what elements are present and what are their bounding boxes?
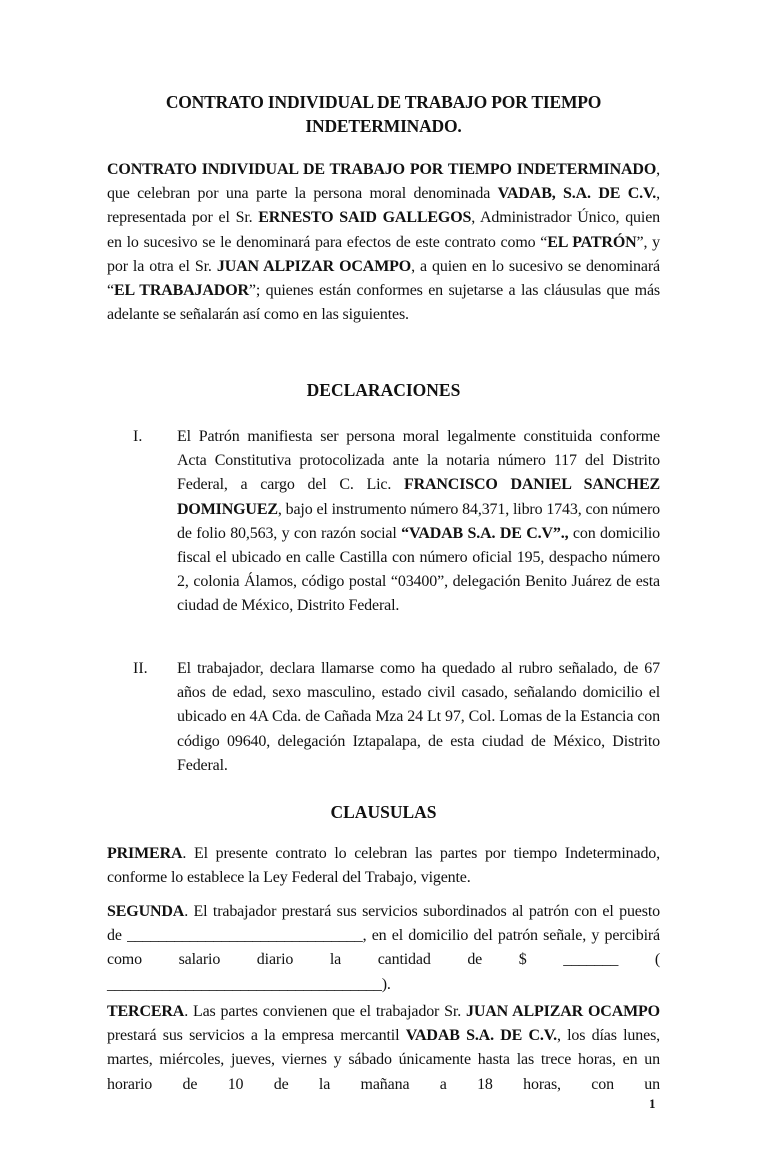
intro-text: ”; quienes están conformes en sujetarse a las cláusulas que más adelante se señalarán así como en las siguientes. bbox=[107, 282, 660, 324]
employer-label: EL PATRÓN bbox=[547, 233, 637, 251]
clause-primera bbox=[107, 842, 660, 890]
page-number: 1 bbox=[649, 1096, 656, 1111]
corporate-name: “VADAB S.A. DE C.V”., bbox=[401, 524, 569, 542]
document-title bbox=[107, 90, 660, 138]
intro-contract-name: CONTRATO INDIVIDUAL DE TRABAJO POR TIEMPO INDETERMINADO bbox=[107, 161, 657, 178]
declaration-text: El Patrón manifiesta ser persona moral legalmente constituida conforme Acta Constitutiva protocolizada ante la notaria número 117 del Distrito Federal, a cargo del C. Lic. bbox=[177, 428, 660, 494]
company-name: VADAB, S.A. DE C.V. bbox=[497, 185, 657, 203]
intro-text: , a quien en lo sucesivo se denominará “ bbox=[107, 257, 660, 300]
worker-name: JUAN ALPIZAR OCAMPO bbox=[216, 257, 412, 275]
clause-text: . Las partes convienen que el trabajador Sr. bbox=[184, 1003, 466, 1020]
declaration-numeral: I. bbox=[133, 428, 143, 445]
clause-text: . El trabajador prestará sus servicios subordinados al patrón con el puesto de ______________________________, en el domicilio del patrón señale, y percibirá como salario diario la cantidad de $ _______ ( ___________________________________). bbox=[107, 903, 660, 993]
clause-label: SEGUNDA bbox=[107, 903, 185, 920]
title-line-2: INDETERMINADO. bbox=[305, 116, 462, 136]
clause-label: PRIMERA bbox=[107, 845, 183, 862]
worker-name: JUAN ALPIZAR OCAMPO bbox=[466, 1003, 660, 1020]
declaration-text: con domicilio fiscal el ubicado en calle Castilla con número oficial 195, despacho número 2, colonia Álamos, código postal “03400”, delegación Benito Juárez de esta ciudad de México, Distrito Federal. bbox=[177, 524, 660, 615]
intro-paragraph bbox=[107, 158, 660, 327]
intro-text: , que celebran por una parte la persona moral denominada bbox=[107, 161, 660, 203]
worker-label: EL TRABAJADOR bbox=[113, 282, 249, 300]
intro-text: , Administrador Único, quien en lo sucesivo se le denominará para efectos de este contrato como “ bbox=[107, 209, 660, 251]
company-name: VADAB S.A. DE C.V. bbox=[405, 1027, 557, 1045]
clause-segunda bbox=[107, 900, 660, 997]
intro-text: ”, y por la otra el Sr. bbox=[107, 233, 660, 275]
representative-name: ERNESTO SAID GALLEGOS bbox=[258, 209, 472, 227]
intro-text: , representada por el Sr. bbox=[107, 185, 660, 227]
declaration-body bbox=[177, 425, 660, 619]
declaration-body: El trabajador, declara llamarse como ha quedado al rubro señalado, de 67 años de edad, sexo masculino, estado civil casado, señalando domicilio el ubicado en 4A Cda. de Cañada Mza 24 Lt 97, Col. Lomas de la Estancia con código 09640, delegación Iztapalapa, de esta ciudad de México, Distrito Federal. bbox=[177, 660, 660, 774]
clause-label: TERCERA bbox=[107, 1003, 185, 1020]
clause-text: prestará sus servicios a la empresa mercantil bbox=[107, 1027, 406, 1045]
clausulas-heading: CLAUSULAS bbox=[330, 802, 437, 822]
clause-tercera bbox=[107, 1000, 660, 1097]
declaration-text: , bajo el instrumento número 84,371, libro 1743, con número de folio 80,563, y con razón social bbox=[177, 500, 660, 542]
title-line-1: CONTRATO INDIVIDUAL DE TRABAJO POR TIEMPO bbox=[165, 92, 602, 112]
clause-text: , los días lunes, martes, miércoles, jueves, viernes y sábado únicamente hasta las trece horas, en un horario de 10 de la mañana a 18 horas, con un bbox=[107, 1027, 660, 1093]
declaraciones-heading: DECLARACIONES bbox=[306, 380, 461, 400]
declaration-numeral: II. bbox=[133, 660, 148, 677]
clause-text: . El presente contrato lo celebran las partes por tiempo Indeterminado, conforme lo establece la Ley Federal del Trabajo, vigente. bbox=[107, 845, 660, 887]
notary-name: FRANCISCO DANIEL SANCHEZ DOMINGUEZ bbox=[177, 476, 660, 518]
